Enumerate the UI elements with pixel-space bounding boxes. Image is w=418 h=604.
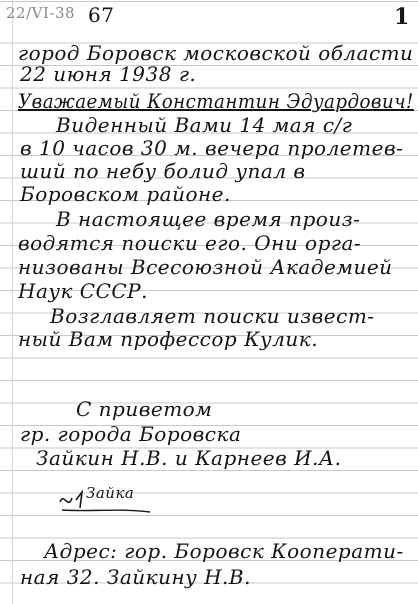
salutation: Уважаемый Константин Эдуардович! xyxy=(18,89,414,113)
letter-line-8: В настоящее время произ- xyxy=(56,207,361,231)
date-stamp: 22/VI-38 xyxy=(6,4,76,22)
letter-line-7: Боровском районе. xyxy=(20,182,231,206)
margin-rule xyxy=(12,0,13,604)
letter-line-9: водятся поиски его. Они орга- xyxy=(18,231,362,255)
address-line-2: ная 32. Зайкину Н.В. xyxy=(20,565,251,589)
closing-greeting: С приветом xyxy=(76,397,213,421)
letter-line-6: ший по небу болид упал в xyxy=(20,159,306,183)
letter-line-12: Возглавляет поиски извест- xyxy=(50,304,375,328)
letter-line-1: город Боровск московской области xyxy=(18,41,414,65)
signature-text: Зайка xyxy=(86,484,135,502)
letter-line-11: Наук СССР. xyxy=(18,279,148,303)
closing-names: Зайкин Н.В. и Карнеев И.А. xyxy=(36,446,342,470)
folio-number: 67 xyxy=(88,3,115,27)
letter-line-2: 22 июня 1938 г. xyxy=(20,62,197,86)
letter-line-4: Виденный Вами 14 мая с/г xyxy=(56,113,353,137)
page-number: 1 xyxy=(394,4,410,30)
address-line-1: Адрес: гор. Боровск Кооперати- xyxy=(44,539,404,563)
letter-line-13: ный Вам профессор Кулик. xyxy=(18,327,319,351)
letter-line-5: в 10 часов 30 м. вечера пролетев- xyxy=(20,136,404,160)
letter-line-10: низованы Всесоюзной Академией xyxy=(18,255,393,279)
closing-from: гр. города Боровска xyxy=(20,422,242,446)
